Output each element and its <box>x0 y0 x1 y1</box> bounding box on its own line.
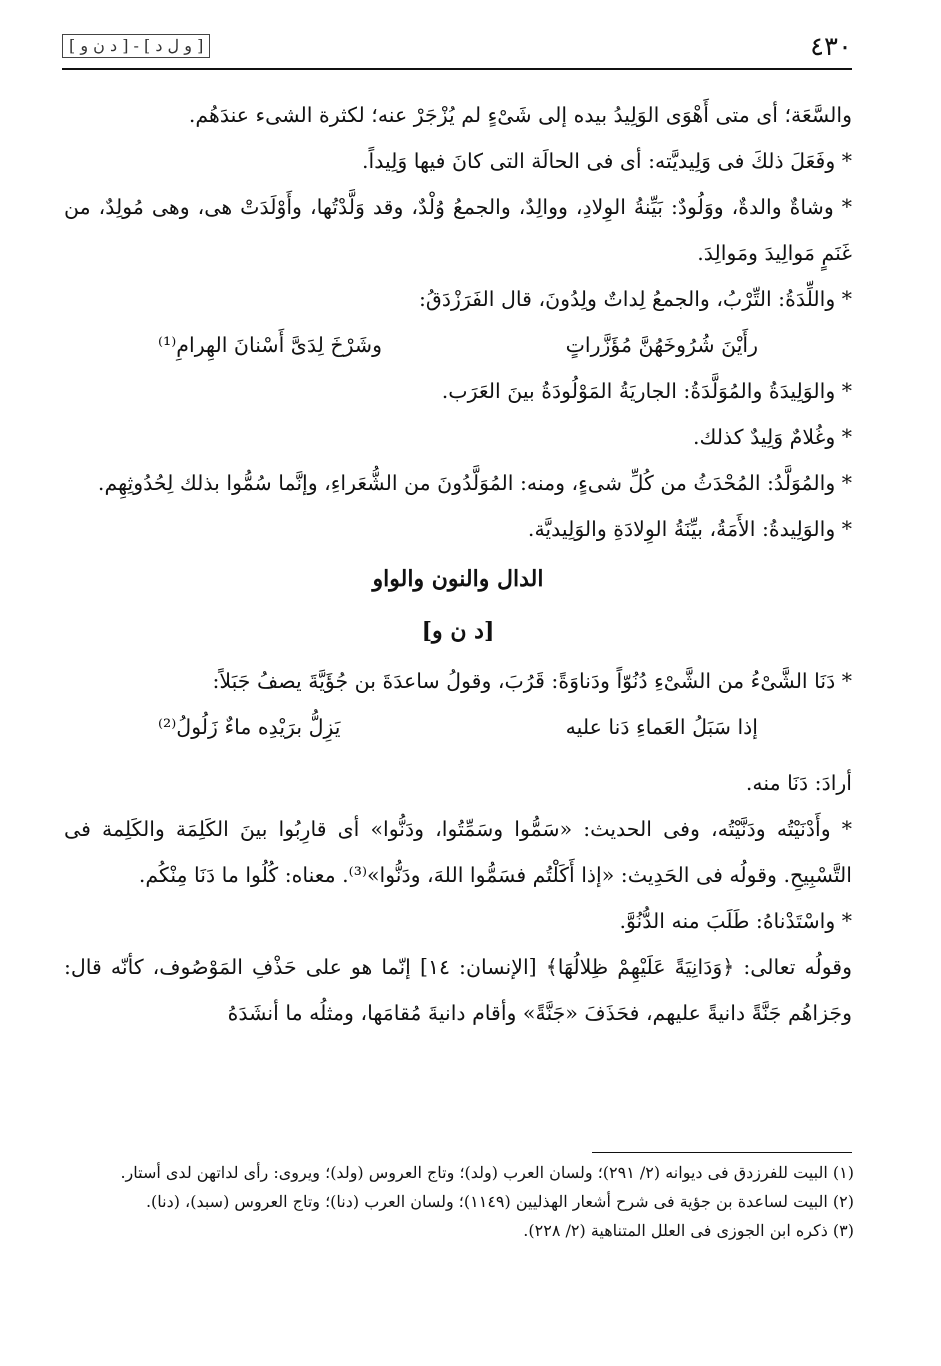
footnotes <box>64 1158 854 1245</box>
page-header <box>62 28 852 68</box>
footnote: (١) البيت للفرزدق فى ديوانه (٢/ ٢٩١)؛ ولسان العرب (ولد)؛ وتاج العروس (ولد)؛ ويروى: رأى لداتهن لدى أستار. <box>120 1163 854 1182</box>
header-rule <box>62 68 852 70</box>
root-heading: [د ن و] <box>421 618 495 644</box>
entry-paragraph: * والمُوَلَّدُ: المُحْدَثُ من كُلِّ شىءٍ، ومنه: المُوَلَّدُونَ من الشُّعَراءِ، وإنَّما سُمُّوا بذلك لِحُدُوثِهِم. <box>97 471 852 495</box>
entry-paragraph: * وفَعَلَ ذلكَ فى وَلِيديَّته: أى فى الحالَة التى كانَ فيها وَلِيداً. <box>361 149 852 173</box>
entry-paragraph: * وغُلامٌ وَلِيدٌ كذلك. <box>693 425 852 449</box>
entry-paragraph: * وأَدْنَيْتُه ودَنَّيْتُه، وفى الحديث: «سَمُّوا وسَمِّتُوا، ودَنُّوا» أى قارِبُوا بينَ الكَلِمَة والكَلِمة فى التَّسْبِيحِ. وقولُه فى الحَدِيث: «إذا أَكَلْتُم فسَمُّوا اللهَ، ودَنُّوا»⁽³⁾. معناه: كُلُوا ما دَنَا مِنْكُم. <box>64 817 852 887</box>
spacer <box>64 750 852 760</box>
entry-paragraph: * وشاةٌ والدةٌ، ووَلُودٌ: بَيِّنةُ الوِلادِ، ووالِدٌ، والجمعُ وُلْدٌ، وقد وَلَّدْتُها، وأَوْلَدَتْ هى، وهى مُولِدٌ، من غَنَمٍ مَوالِيدَ ومَوالِدَ. <box>64 195 852 265</box>
footnote: (٢) البيت لساعدة بن جؤية فى شرح أشعار الهذليين (١١٤٩)؛ ولسان العرب (دنا)؛ وتاج العروس (سبد)، (دنا). <box>145 1192 854 1211</box>
entry-paragraph: وقولُه تعالى: ﴿وَدَانِيَةً عَلَيْهِمْ ظِلالُهَا﴾ [الإنسان: ١٤] إنّما هو على حَذْفِ المَوْصُوف، كأنّه قال: وجَزاهُم جَنَّةً دانيةً عليهم، فحَذَفَ «جَنَّةً» وأقام دانيةَ مُقامَها، ومثلُه ما أنشَدَهُ <box>64 955 852 1025</box>
section-heading: الدال والنون والواو <box>372 566 544 592</box>
entry-paragraph: * دَنَا الشَّىْءُ من الشَّىْءِ دُنُوّاً ودَناوَةً: قَرُبَ، وقولُ ساعدَةَ بن جُؤَيَّةَ يصفُ جَبَلاً: <box>212 669 852 693</box>
poetry-verse <box>158 322 758 368</box>
text-line: أرادَ: دَنَا منه. <box>745 771 852 795</box>
verse-second-hemistich: يَزِلُّ برَيْدِه ماءٌ زَلُولُ⁽²⁾ <box>158 715 341 739</box>
main-text <box>64 92 852 1036</box>
page-number: ٤٣٠ <box>810 32 852 62</box>
poetry-verse <box>158 704 758 750</box>
footnote-rule <box>592 1152 852 1153</box>
verse-first-hemistich: إذا سَبَلُ العَماءِ دَنا عليه <box>565 715 758 739</box>
entry-paragraph: * والوَلِيدةُ: الأَمَةُ، بيِّنَةُ الوِلادَةِ والوَلِيديَّة. <box>527 517 852 541</box>
verse-second-hemistich: وشَرْخَ لِدَىَّ أَسْنانَ الهِرامِ⁽¹⁾ <box>158 333 382 357</box>
text-line: والسَّعَة؛ أى متى أَهْوَى الوَلِيدُ بيده إلى شَىْءٍ لم يُزْجَرْ عنه؛ لكثرة الشىء عندَهُم. <box>188 103 852 127</box>
verse-first-hemistich: رأَيْنَ شُرُوخَهُنَّ مُؤَزَّراتٍ <box>565 333 758 357</box>
footnote: (٣) ذكره ابن الجوزى فى العلل المتناهية (٢/ ٢٢٨). <box>523 1221 854 1240</box>
root-tag: [ و ل د ] - [ د ن و ] <box>62 34 210 58</box>
entry-paragraph: * واسْتَدْناهُ: طَلَبَ منه الدُّنُوَّ. <box>619 909 852 933</box>
entry-paragraph: * واللِّدَةُ: التِّرْبُ، والجمعُ لِداتٌ ولِدُونَ، قال الفَرَزْدَقُ: <box>419 287 852 311</box>
entry-paragraph: * والوَلِيدَةُ والمُوَلَّدَةُ: الجاريَةُ المَوْلُودَةُ بينَ العَرَب. <box>441 379 852 403</box>
